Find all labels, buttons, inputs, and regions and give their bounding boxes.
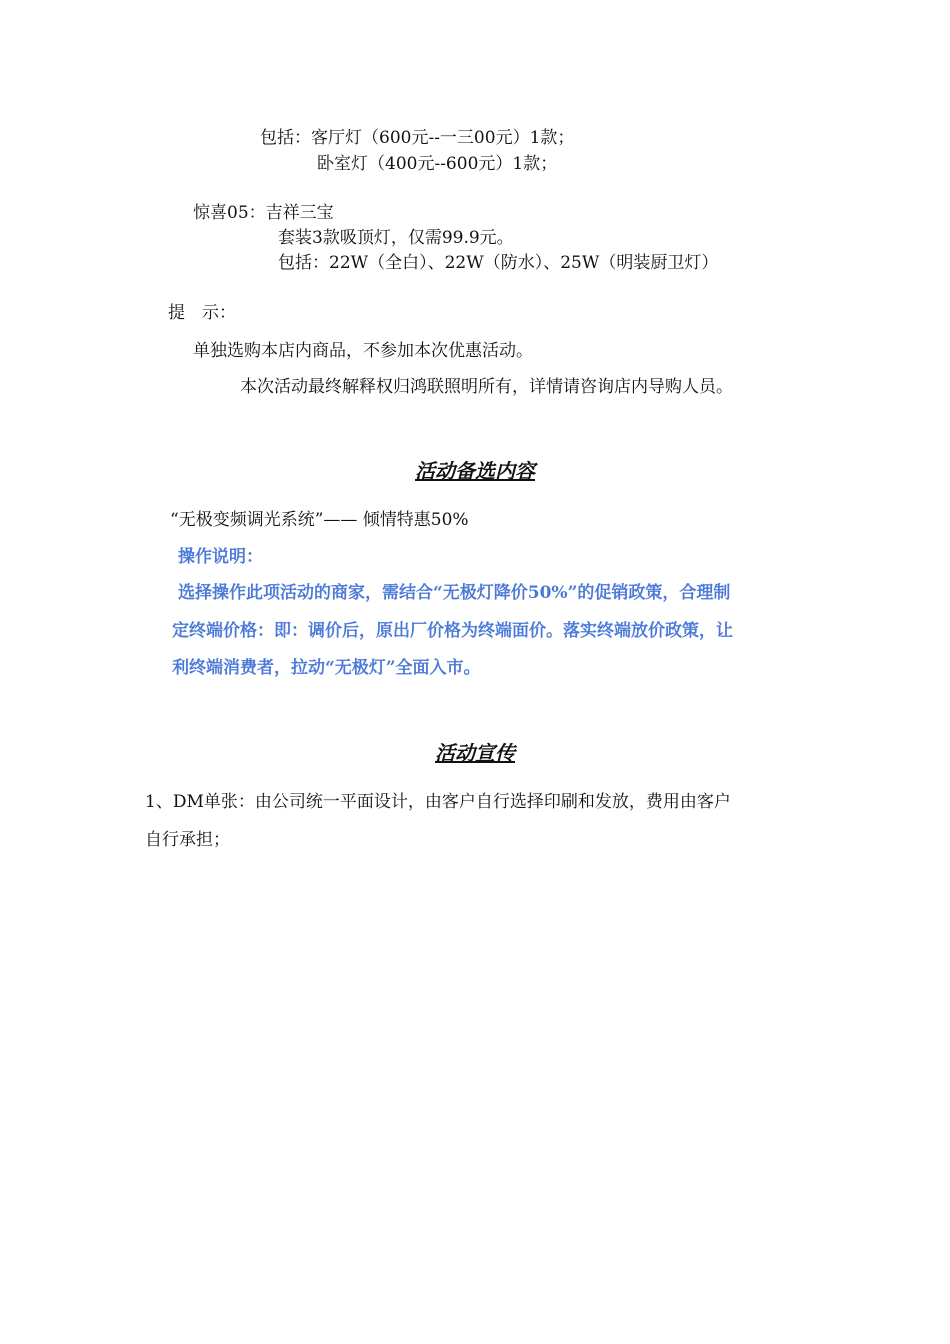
alternative-subtitle: “无极变频调光系统”—— 倾情特惠50%	[170, 510, 469, 530]
include-line-1: 包括：客厅灯（600元--一三00元）1款；	[260, 128, 575, 148]
alternative-heading: 活动备选内容	[415, 459, 535, 483]
tips-line-2: 本次活动最终解释权归鸿联照明所有，详情请咨询店内导购人员。	[240, 377, 733, 397]
include-line-2: 卧室灯（400元--600元）1款；	[317, 154, 558, 174]
promotion-item-1-line-2: 自行承担；	[145, 830, 230, 850]
surprise-05-description: 套装3款吸顶灯，仅需99.9元。	[278, 228, 514, 248]
tips-line-1: 单独选购本店内商品，不参加本次优惠活动。	[193, 341, 533, 361]
operation-line-1: 选择操作此项活动的商家，需结合“无极灯降价50%”的促销政策，合理制	[178, 583, 731, 603]
operation-label: 操作说明：	[178, 547, 263, 567]
surprise-05-title: 惊喜05：吉祥三宝	[193, 203, 334, 223]
operation-line-3: 利终端消费者，拉动“无极灯”全面入市。	[172, 658, 481, 678]
surprise-05-includes: 包括：22W（全白）、22W（防水）、25W（明装厨卫灯）	[278, 253, 719, 273]
promotion-heading: 活动宣传	[435, 741, 515, 765]
operation-line-2: 定终端价格：即：调价后，原出厂价格为终端面价。落实终端放价政策，让	[172, 621, 733, 641]
promotion-item-1-line-1: 1、DM单张：由公司统一平面设计，由客户自行选择印刷和发放，费用由客户	[145, 792, 731, 812]
tips-label: 提 示：	[168, 303, 236, 323]
